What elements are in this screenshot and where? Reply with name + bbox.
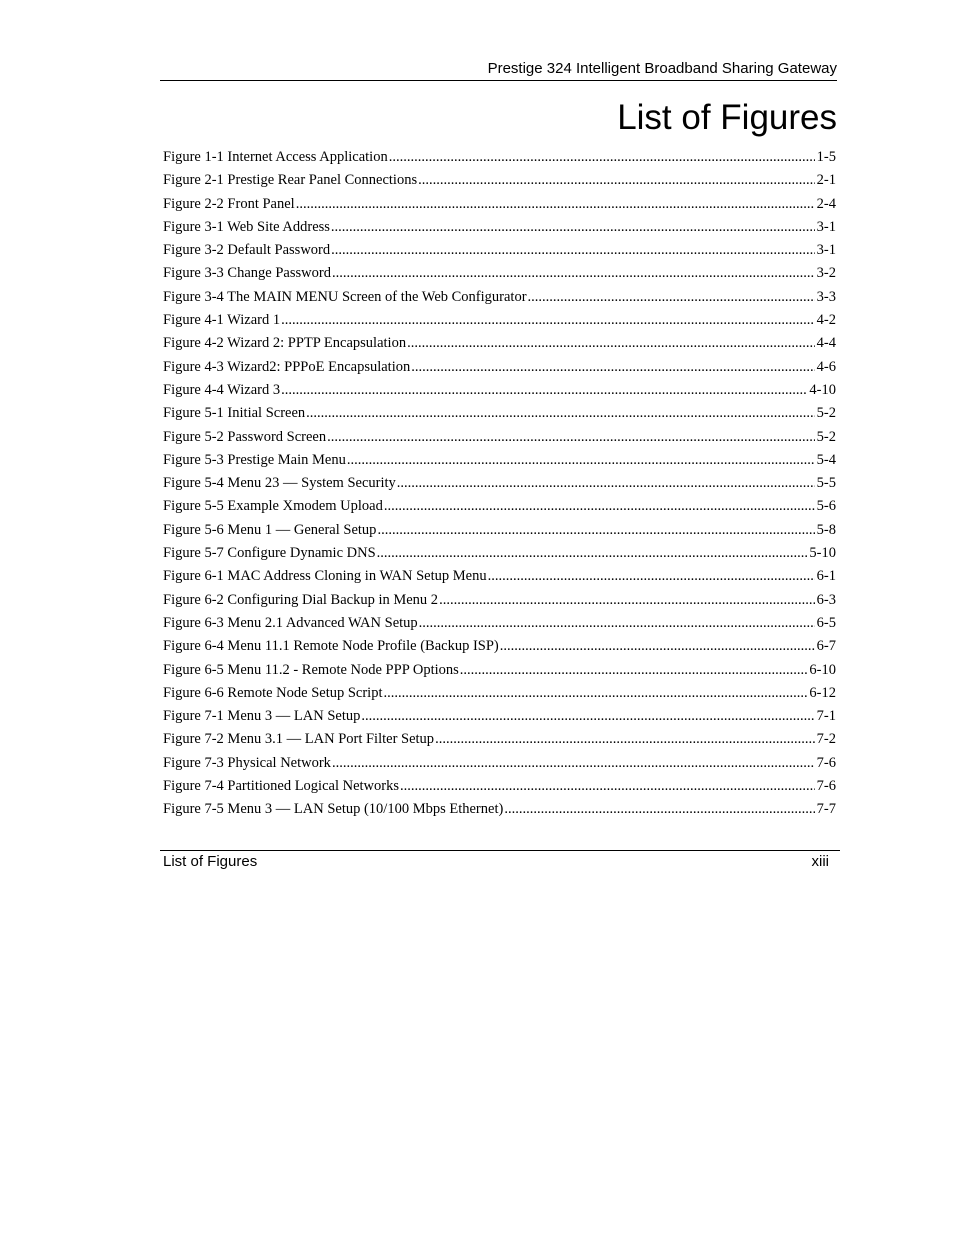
figure-entry[interactable]: [163, 682, 836, 705]
dot-leader: [361, 705, 814, 728]
dot-leader: [377, 542, 808, 565]
figure-entry-label: Figure 5-1 Initial Screen: [163, 405, 306, 422]
dot-leader: [347, 449, 815, 472]
figure-entry[interactable]: [163, 565, 836, 588]
figure-entry-label: Figure 4-3 Wizard2: PPPoE Encapsulation: [163, 358, 411, 375]
figure-entry-label: Figure 7-3 Physical Network: [163, 754, 331, 771]
dot-leader: [306, 402, 815, 425]
figure-entry-page: 4-6: [816, 358, 836, 375]
figure-entry-page: 7-7: [816, 801, 836, 818]
figure-entry[interactable]: [163, 589, 836, 612]
figure-entry-label: Figure 4-2 Wizard 2: PPTP Encapsulation: [163, 335, 407, 352]
figure-entry[interactable]: [163, 356, 836, 379]
dot-leader: [500, 635, 815, 658]
figure-entry-label: Figure 7-1 Menu 3 — LAN Setup: [163, 708, 361, 725]
figure-entry-page: 2-1: [816, 172, 836, 189]
dot-leader: [332, 262, 815, 285]
figure-entry[interactable]: [163, 146, 836, 169]
figure-entry-page: 5-4: [816, 451, 836, 468]
dot-leader: [281, 309, 815, 332]
figure-entry-label: Figure 2-2 Front Panel: [163, 195, 295, 212]
figure-entry-page: 7-1: [816, 708, 836, 725]
figure-entry-page: 5-5: [816, 475, 836, 492]
figure-entry[interactable]: [163, 519, 836, 542]
figure-entry-label: Figure 2-1 Prestige Rear Panel Connections: [163, 172, 418, 189]
figure-entry-page: 7-6: [816, 778, 836, 795]
figure-entry-page: 6-1: [816, 568, 836, 585]
header-divider: [160, 80, 837, 81]
dot-leader: [281, 379, 807, 402]
dot-leader: [460, 659, 808, 682]
dot-leader: [332, 752, 815, 775]
figure-entry-label: Figure 6-6 Remote Node Setup Script: [163, 684, 383, 701]
figure-entry-label: Figure 5-6 Menu 1 — General Setup: [163, 521, 377, 538]
figure-entry[interactable]: [163, 705, 836, 728]
dot-leader: [488, 565, 815, 588]
dot-leader: [397, 472, 815, 495]
running-header: Prestige 324 Intelligent Broadband Sharing Gateway: [487, 60, 837, 77]
figure-entry[interactable]: [163, 193, 836, 216]
figure-entry-label: Figure 6-2 Configuring Dial Backup in Menu 2: [163, 591, 439, 608]
figure-entry[interactable]: [163, 612, 836, 635]
dot-leader: [400, 775, 815, 798]
figure-entry-label: Figure 5-7 Configure Dynamic DNS: [163, 545, 376, 562]
figure-entry-label: Figure 7-2 Menu 3.1 — LAN Port Filter Setup: [163, 731, 435, 748]
dot-leader: [418, 169, 815, 192]
figure-entry-label: Figure 1-1 Internet Access Application: [163, 149, 388, 165]
figure-entry[interactable]: [163, 286, 836, 309]
figure-entry-label: Figure 3-4 The MAIN MENU Screen of the Web Configurator: [163, 288, 527, 305]
dot-leader: [383, 682, 807, 705]
footer-divider: [160, 850, 840, 851]
figure-entry-page: 4-4: [816, 335, 836, 352]
dot-leader: [327, 426, 815, 449]
figure-entry-page: 4-2: [816, 312, 836, 329]
figure-entry-page: 5-8: [816, 521, 836, 538]
figure-entry-label: Figure 6-4 Menu 11.1 Remote Node Profile (Backup ISP): [163, 638, 499, 655]
figure-entry[interactable]: [163, 262, 836, 285]
figure-entry-label: Figure 6-1 MAC Address Cloning in WAN Setup Menu: [163, 568, 487, 585]
figure-entry-page: 3-1: [816, 218, 836, 235]
dot-leader: [377, 519, 814, 542]
dot-leader: [528, 286, 815, 309]
dot-leader: [331, 239, 815, 262]
figure-entry-label: Figure 3-2 Default Password: [163, 242, 331, 259]
figure-entry-page: 6-5: [816, 614, 836, 631]
figure-entry-page: 3-3: [816, 288, 836, 305]
dot-leader: [389, 146, 815, 169]
figure-entry-page: 7-2: [816, 731, 836, 748]
dot-leader: [331, 216, 815, 239]
figure-entry[interactable]: [163, 635, 836, 658]
figure-entry-page: 6-3: [816, 591, 836, 608]
figure-entry-page: 5-2: [816, 428, 836, 445]
figure-entry-label: Figure 5-4 Menu 23 — System Security: [163, 475, 396, 492]
figure-entry-label: Figure 3-1 Web Site Address: [163, 218, 330, 235]
figure-entry[interactable]: [163, 659, 836, 682]
dot-leader: [407, 332, 815, 355]
figure-entry-label: Figure 4-1 Wizard 1: [163, 312, 281, 329]
figure-entry-page: 4-10: [809, 381, 836, 398]
figure-entry[interactable]: [163, 216, 836, 239]
figure-entry[interactable]: [163, 379, 836, 402]
figure-entry-label: Figure 5-3 Prestige Main Menu: [163, 451, 346, 468]
figure-entry-label: Figure 6-5 Menu 11.2 - Remote Node PPP Options: [163, 661, 459, 678]
figure-entry-page: 7-6: [816, 754, 836, 771]
figure-entry[interactable]: [163, 472, 836, 495]
page-title: List of Figures: [617, 98, 837, 137]
figure-entry[interactable]: [163, 169, 836, 192]
figure-entry-label: Figure 3-3 Change Password: [163, 265, 331, 282]
figure-entry[interactable]: [163, 775, 836, 798]
figure-entry[interactable]: [163, 449, 836, 472]
figure-entry-page: 3-2: [816, 265, 836, 282]
figure-entry-label: Figure 6-3 Menu 2.1 Advanced WAN Setup: [163, 614, 418, 631]
dot-leader: [419, 612, 815, 635]
figure-entry-page: 6-12: [809, 684, 836, 701]
figure-entry-label: Figure 5-2 Password Screen: [163, 428, 327, 445]
dot-leader: [296, 193, 815, 216]
footer-title: List of Figures: [163, 853, 258, 870]
figure-entry[interactable]: [163, 309, 836, 332]
figure-entry[interactable]: [163, 798, 836, 821]
figure-entry[interactable]: [163, 332, 836, 355]
figure-list: [163, 146, 836, 822]
figure-entry-label: Figure 7-4 Partitioned Logical Networks: [163, 778, 399, 795]
dot-leader: [411, 356, 814, 379]
figure-entry[interactable]: [163, 402, 836, 425]
dot-leader: [504, 798, 814, 821]
footer-page-number: xiii: [811, 853, 829, 870]
figure-entry-page: 5-2: [816, 405, 836, 422]
figure-entry[interactable]: [163, 495, 836, 518]
figure-entry-page: 1-5: [816, 149, 836, 165]
figure-entry-label: Figure 4-4 Wizard 3: [163, 381, 281, 398]
figure-entry-page: 5-10: [809, 545, 836, 562]
figure-entry[interactable]: [163, 239, 836, 262]
figure-entry-page: 2-4: [816, 195, 836, 212]
figure-entry[interactable]: [163, 426, 836, 449]
figure-entry-page: 6-7: [816, 638, 836, 655]
figure-entry[interactable]: [163, 542, 836, 565]
figure-entry-page: 6-10: [809, 661, 836, 678]
dot-leader: [435, 728, 815, 751]
figure-entry-page: 5-6: [816, 498, 836, 515]
figure-entry[interactable]: [163, 728, 836, 751]
figure-entry-label: Figure 7-5 Menu 3 — LAN Setup (10/100 Mbps Ethernet): [163, 801, 504, 818]
figure-entry-label: Figure 5-5 Example Xmodem Upload: [163, 498, 383, 515]
figure-entry[interactable]: [163, 752, 836, 775]
dot-leader: [384, 495, 815, 518]
dot-leader: [439, 589, 815, 612]
figure-entry-page: 3-1: [816, 242, 836, 259]
